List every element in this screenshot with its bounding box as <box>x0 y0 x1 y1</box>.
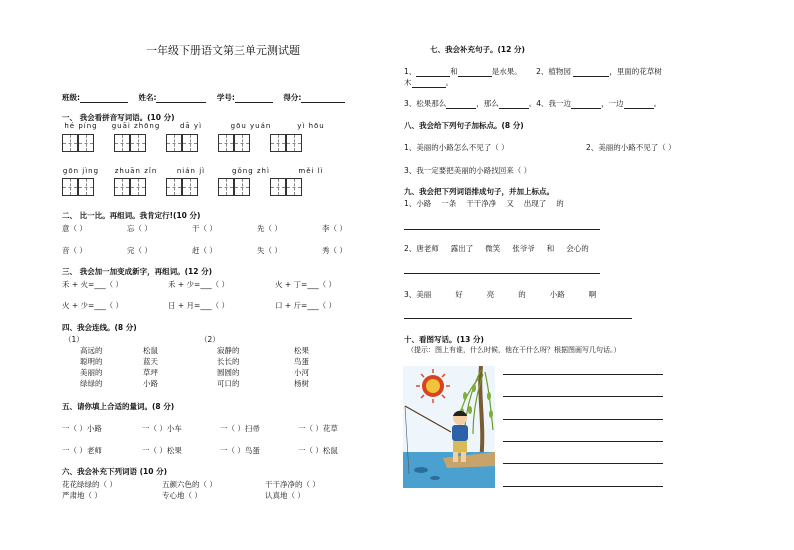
section-9-heading: 九、我会把下列词语排成句子，并加上标点。 <box>404 187 554 196</box>
number-label: 学号: <box>216 93 235 102</box>
writing-box[interactable] <box>114 134 130 152</box>
complete-words-row-2 <box>62 490 305 501</box>
pinyin: hé píng <box>64 122 98 130</box>
writing-box[interactable] <box>234 178 250 196</box>
match-word[interactable]: 可口的 <box>217 379 240 388</box>
word-card[interactable]: 干干净净 <box>466 199 497 208</box>
pinyin: dā yì <box>179 122 203 130</box>
name-blank[interactable] <box>156 102 206 103</box>
add-char-row-2 <box>62 300 336 311</box>
sentence-text: ，里面的花草树 <box>609 67 662 76</box>
section-7-heading: 七、我会补充句子。(12 分) <box>430 45 525 54</box>
writing-line[interactable] <box>503 374 663 375</box>
section-6-heading: 六、我会补充下列词语 (10 分) <box>62 467 168 476</box>
measure-item[interactable]: 一（ ）鸟蛋 <box>220 446 260 455</box>
word-card[interactable]: 和 <box>546 244 555 253</box>
add-char-item[interactable]: 禾 + 少=___（ ） <box>168 280 229 289</box>
match-word[interactable]: 圆圆的 <box>217 368 240 377</box>
sentence-1-cont <box>404 77 453 88</box>
sentence-text: 。4、我一边 <box>528 99 572 108</box>
writing-box[interactable] <box>270 178 286 196</box>
sentence-text: 是水果。 <box>491 67 522 76</box>
sentence-text: 。 <box>653 99 662 108</box>
add-char-item[interactable]: 火 + 丁=___（ ） <box>275 280 336 289</box>
pinyin: měi lì <box>298 167 324 175</box>
writing-box[interactable] <box>270 134 286 152</box>
match-word[interactable]: 美丽的 <box>80 368 103 377</box>
answer-line-2[interactable] <box>404 273 600 274</box>
word-card[interactable]: 一条 <box>441 199 457 208</box>
complete-word[interactable]: 认真地（ ） <box>265 491 305 500</box>
match-word[interactable]: 草坪 <box>143 368 158 377</box>
complete-words-row-1 <box>62 479 320 490</box>
match-word[interactable]: 寂静的 <box>217 346 240 355</box>
measure-item[interactable]: 一（ ）小车 <box>142 424 182 433</box>
boy-shirt <box>452 425 468 441</box>
answer-blank[interactable] <box>499 108 529 109</box>
compare-item[interactable]: 秀（ ） <box>322 246 347 255</box>
measure-item[interactable]: 一（ ）松果 <box>142 446 182 455</box>
tianzige-row-2 <box>62 178 302 196</box>
class-blank[interactable] <box>80 102 128 103</box>
word-card[interactable]: 亮 <box>486 290 495 299</box>
answer-blank[interactable] <box>624 108 654 109</box>
compare-row-2 <box>62 245 387 256</box>
punctuation-3[interactable]: 3、我一定要把美丽的小路找回来（ ） <box>404 166 532 175</box>
compare-item[interactable]: 完（ ） <box>127 246 152 255</box>
page-title: 一年级下册语文第三单元测试题 <box>146 44 300 57</box>
tianzige-row-1 <box>62 134 302 152</box>
answer-blank[interactable] <box>571 108 601 109</box>
writing-line[interactable] <box>503 441 663 442</box>
writing-box[interactable] <box>130 134 146 152</box>
student-info <box>62 92 345 103</box>
word-card[interactable]: 1、小路 <box>404 199 432 208</box>
number-blank[interactable] <box>235 102 273 103</box>
writing-line[interactable] <box>503 419 663 420</box>
section-10-heading: 十、看图写话。(13 分) <box>404 335 484 344</box>
section-10-hint: （提示：图上有谁，什么时候，他在干什么呀？根据图画写几句话。） <box>407 346 621 354</box>
sentence-text: 2、植物园 <box>536 67 571 76</box>
sentence-text: ，那么 <box>476 99 499 108</box>
writing-box[interactable] <box>78 178 94 196</box>
writing-box[interactable] <box>218 178 234 196</box>
add-char-item[interactable]: 火 + 少=___（ ） <box>62 301 123 310</box>
compare-item[interactable]: 李（ ） <box>322 224 347 233</box>
compare-item[interactable]: 失（ ） <box>257 246 282 255</box>
match-col-4 <box>294 345 309 389</box>
pinyin-row-1 <box>56 122 336 130</box>
match-word[interactable]: 高远的 <box>80 346 103 355</box>
writing-box[interactable] <box>62 178 78 196</box>
pinyin: zhuān zǐn <box>114 167 158 175</box>
writing-box[interactable] <box>182 178 198 196</box>
word-card[interactable]: 啊 <box>588 290 597 299</box>
answer-blank[interactable] <box>573 76 609 77</box>
writing-line[interactable] <box>503 463 663 464</box>
match-word[interactable]: 鸟蛋 <box>294 357 309 366</box>
section-2-heading: 二、 比一比。再组词。我肯定行!(10 分) <box>62 211 201 220</box>
writing-line[interactable] <box>503 396 663 397</box>
measure-item[interactable]: 一（ ）花草 <box>298 424 338 433</box>
section-8-heading: 八、我会给下列句子加标点。(8 分) <box>404 121 524 130</box>
group-1-number: （1） <box>64 335 84 344</box>
arrange-3-words <box>404 289 596 300</box>
match-word[interactable]: 松果 <box>294 346 309 355</box>
measure-item[interactable]: 一（ ）老师 <box>62 446 102 455</box>
compare-item[interactable]: 意（ ） <box>62 224 87 233</box>
complete-word[interactable]: 专心地（ ） <box>162 491 202 500</box>
arrange-1-words <box>404 198 564 209</box>
sentence-text: 。 <box>445 78 453 87</box>
measure-item[interactable]: 一（ ）松鼠 <box>298 446 338 455</box>
sentence-text: ，一边 <box>601 99 624 108</box>
match-word[interactable]: 绿绿的 <box>80 379 103 388</box>
compare-item[interactable]: 赶（ ） <box>192 246 217 255</box>
match-word[interactable]: 小河 <box>294 368 309 377</box>
writing-box[interactable] <box>166 134 182 152</box>
compare-row-1 <box>62 223 387 234</box>
boy-fishing-illustration <box>403 366 495 488</box>
word-card[interactable]: 露出了 <box>450 244 474 253</box>
word-card[interactable]: 好 <box>455 290 463 299</box>
complete-word[interactable]: 干干净净的（ ） <box>265 480 320 489</box>
arrange-2-words <box>404 243 589 254</box>
pinyin: nián jì <box>176 167 206 175</box>
score-label: 得分: <box>283 93 302 102</box>
punctuation-1[interactable]: 1、美丽的小路怎么不见了（ ） <box>404 143 509 152</box>
section-1-heading: 一、 我会看拼音写词语。(10 分) <box>62 113 175 122</box>
name-label: 姓名: <box>138 93 157 102</box>
writing-box[interactable] <box>286 178 302 196</box>
sentence-text: 木 <box>404 78 412 87</box>
section-5-heading: 五、请你填上合适的量词。(8 分) <box>62 402 175 411</box>
writing-box[interactable] <box>182 134 198 152</box>
word-card[interactable]: 微笑 <box>485 244 501 253</box>
group-2-number: （2） <box>200 335 220 344</box>
answer-blank[interactable] <box>458 76 492 77</box>
sentence-text: 3、松果那么 <box>404 99 447 108</box>
answer-line-3[interactable] <box>404 318 632 319</box>
complete-word[interactable]: 严肃地（ ） <box>62 491 102 500</box>
compare-item[interactable]: 忘（ ） <box>127 224 152 233</box>
word-card[interactable]: 3、美丽 <box>404 290 432 299</box>
writing-box[interactable] <box>166 178 182 196</box>
pinyin: gōu yuán <box>230 122 272 130</box>
pinyin: yì hōu <box>297 122 325 130</box>
writing-box[interactable] <box>234 134 250 152</box>
score-blank[interactable] <box>301 102 345 103</box>
add-char-item[interactable]: 口 + 斤=___（ ） <box>275 301 336 310</box>
pinyin: gōn jìng <box>62 167 100 175</box>
writing-box[interactable] <box>78 134 94 152</box>
fishing-scene-drawing <box>403 366 495 488</box>
section-3-heading: 三、 我会加一加变成新字，再组词。(12 分) <box>62 267 213 276</box>
answer-blank[interactable] <box>446 108 476 109</box>
word-card[interactable]: 出现了 <box>523 199 547 208</box>
add-char-item[interactable]: 禾 + 火=___（ ） <box>62 280 123 289</box>
match-col-2 <box>143 345 158 389</box>
add-char-item[interactable]: 日 + 月=___（ ） <box>168 301 229 310</box>
writing-box[interactable] <box>130 178 146 196</box>
pinyin-row-2 <box>56 167 336 175</box>
measure-row-2 <box>62 445 338 456</box>
complete-word[interactable]: 花花绿绿的（ ） <box>62 480 117 489</box>
word-card[interactable]: 2、唐老师 <box>404 244 439 253</box>
match-word[interactable]: 长长的 <box>217 357 240 366</box>
answer-line-1[interactable] <box>404 229 600 230</box>
match-word[interactable]: 杨树 <box>294 379 309 388</box>
measure-item[interactable]: 一（ ）小路 <box>62 424 102 433</box>
word-card[interactable]: 会心的 <box>566 244 589 253</box>
class-label: 班级: <box>62 93 80 102</box>
pinyin: guāi zhōng <box>111 122 161 130</box>
section-4-heading: 四、我会连线。(8 分) <box>62 323 137 332</box>
compare-item[interactable]: 干（ ） <box>192 224 217 233</box>
measure-row-1 <box>62 423 338 434</box>
word-card[interactable]: 张爷爷 <box>512 244 535 253</box>
sentence-3-4 <box>404 98 661 109</box>
answer-blank[interactable] <box>412 87 446 88</box>
match-word[interactable]: 聪明的 <box>80 357 103 366</box>
pinyin: gǒng zhì <box>232 167 270 175</box>
sentence-text: 和 <box>450 67 458 76</box>
complete-word[interactable]: 五颜六色的（ ） <box>162 480 217 489</box>
punctuation-2[interactable]: 2、美丽的小路不见了（ ） <box>586 143 676 152</box>
writing-box[interactable] <box>114 178 130 196</box>
word-card[interactable]: 的 <box>556 199 564 208</box>
sentence-text: 1、 <box>404 67 417 76</box>
add-char-row-1 <box>62 279 336 290</box>
word-card[interactable]: 的 <box>518 290 526 299</box>
writing-box[interactable] <box>218 134 234 152</box>
match-col-3 <box>217 345 240 389</box>
match-word[interactable]: 松鼠 <box>143 346 158 355</box>
writing-box[interactable] <box>62 134 78 152</box>
measure-item[interactable]: 一（ ）扫帚 <box>220 424 260 433</box>
match-word[interactable]: 小路 <box>143 379 158 388</box>
match-col-1 <box>80 345 103 389</box>
writing-box[interactable] <box>286 134 302 152</box>
compare-item[interactable]: 先（ ） <box>257 224 282 233</box>
word-card[interactable]: 小路 <box>549 290 565 299</box>
match-word[interactable]: 蓝天 <box>143 357 158 366</box>
word-card[interactable]: 又 <box>506 199 514 208</box>
sentence-1 <box>404 66 662 77</box>
writing-line[interactable] <box>503 486 663 487</box>
compare-item[interactable]: 音（ ） <box>62 246 87 255</box>
